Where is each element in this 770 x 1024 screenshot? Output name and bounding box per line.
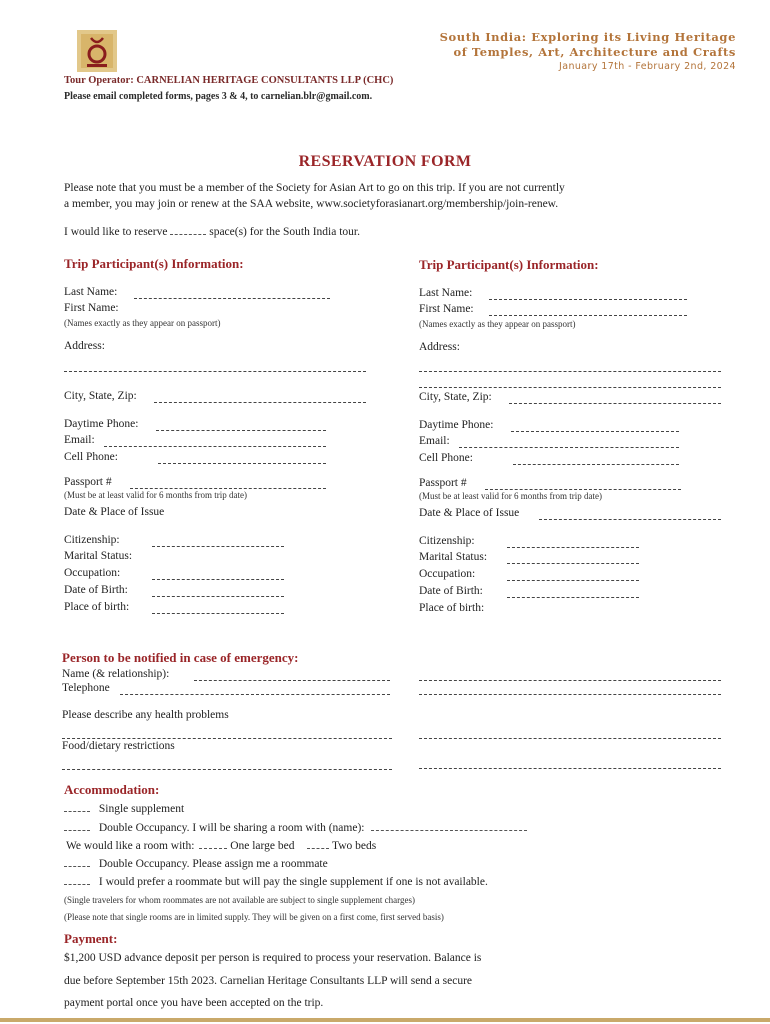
participant-heading: Trip Participant(s) Information:: [64, 256, 244, 271]
food-field-2[interactable]: [419, 768, 721, 769]
occupation-field-2[interactable]: [507, 580, 639, 581]
intro-line2: a member, you may join or renew at the SAA website, www.societyforasianart.org/membership/join-renew.: [64, 198, 559, 210]
daytime-phone-label-2: Daytime Phone:: [419, 419, 494, 431]
marital-label: Marital Status:: [64, 550, 133, 562]
passport-field[interactable]: [130, 488, 326, 489]
occupation-field[interactable]: [152, 579, 284, 580]
issue-field-2[interactable]: [539, 519, 721, 520]
emergency-field-2a[interactable]: [419, 680, 721, 681]
city-label: City, State, Zip:: [64, 390, 137, 402]
email-field-2[interactable]: [459, 447, 679, 448]
emergency-field-2b[interactable]: [419, 694, 721, 695]
daytime-phone-field-2[interactable]: [511, 431, 679, 432]
last-name-field-2[interactable]: [489, 299, 687, 300]
payment-line-3: payment portal once you have been accepted on the trip.: [64, 997, 324, 1009]
dob-label: Date of Birth:: [64, 584, 128, 596]
double-name-checkbox[interactable]: [64, 820, 90, 831]
pob-label: Place of birth:: [64, 601, 130, 613]
cell-phone-field-2[interactable]: [513, 464, 679, 465]
two-beds-label: Two beds: [332, 840, 377, 852]
trip-title-line2: of Temples, Art, Architecture and Crafts: [453, 45, 736, 59]
daytime-phone-field[interactable]: [156, 430, 326, 431]
reserve-spaces: [64, 224, 360, 238]
passport-note-2: (Must be at least valid for 6 months from trip date): [419, 491, 602, 501]
double-assign-row: [64, 856, 328, 870]
dob-label-2: Date of Birth:: [419, 585, 483, 597]
name-relationship-field[interactable]: [194, 680, 390, 681]
spaces-field[interactable]: [170, 224, 206, 235]
payment-line-1: $1,200 USD advance deposit per person is required to process your reservation. Balance is: [64, 952, 482, 964]
two-beds-checkbox[interactable]: [307, 838, 329, 849]
double-name-label: Double Occupancy. I will be sharing a room with (name):: [98, 822, 365, 834]
trip-dates: January 17th - February 2nd, 2024: [559, 61, 736, 72]
occupation-label: Occupation:: [64, 567, 121, 579]
tour-operator: Tour Operator: CARNELIAN HERITAGE CONSULTANTS LLP (CHC): [64, 75, 394, 86]
email-note: Please email completed forms, pages 3 & 4, to carnelian.blr@gmail.com.: [64, 91, 373, 102]
city-field[interactable]: [154, 402, 366, 403]
citizenship-field-2[interactable]: [507, 547, 639, 548]
email-field[interactable]: [104, 446, 326, 447]
dob-field[interactable]: [152, 596, 284, 597]
food-label: Food/dietary restrictions: [62, 740, 175, 752]
health-field-2[interactable]: [419, 738, 721, 739]
prefer-roommate-row: [64, 874, 488, 888]
carnelian-logo: [74, 28, 120, 74]
issue-label-2: Date & Place of Issue: [419, 507, 520, 519]
single-supplement-row: [64, 801, 184, 815]
first-name-label: First Name:: [64, 302, 119, 314]
pob-label-2: Place of birth:: [419, 602, 485, 614]
last-name-field[interactable]: [134, 298, 330, 299]
single-supplement-label: Single supplement: [98, 803, 185, 815]
address-label: Address:: [64, 340, 105, 352]
accommodation-note-2: (Please note that single rooms are in limited supply. They will be given on a first come, first served basis): [64, 912, 444, 922]
accommodation-note-1: (Single travelers for whom roommates are not available are subject to single supplement charges): [64, 895, 415, 905]
marital-field-2[interactable]: [507, 563, 639, 564]
accommodation-heading: Accommodation:: [64, 782, 160, 797]
prefer-roommate-label: I would prefer a roommate but will pay the single supplement if one is not available.: [98, 876, 488, 888]
last-name-label: Last Name:: [64, 286, 118, 298]
cell-phone-field[interactable]: [158, 463, 326, 464]
intro-line1: Please note that you must be a member of the Society for Asian Art to go on this trip. If you are not currently: [64, 182, 565, 194]
single-supplement-checkbox[interactable]: [64, 801, 90, 812]
room-with-row: [66, 838, 376, 852]
cell-phone-label: Cell Phone:: [64, 451, 118, 463]
address-field-2b[interactable]: [419, 387, 721, 388]
participant-heading-2: Trip Participant(s) Information:: [419, 257, 599, 272]
room-with-label: We would like a room with:: [66, 840, 195, 852]
double-name-row: [64, 820, 527, 834]
citizenship-field[interactable]: [152, 546, 284, 547]
double-assign-label: Double Occupancy. Please assign me a roommate: [98, 858, 328, 870]
reserve-suffix: space(s) for the South India tour.: [209, 226, 360, 238]
city-label-2: City, State, Zip:: [419, 391, 492, 403]
bottom-rule: [0, 1018, 770, 1022]
passport-note: (Must be at least valid for 6 months from trip date): [64, 490, 247, 500]
first-name-field-2[interactable]: [489, 315, 687, 316]
cell-phone-label-2: Cell Phone:: [419, 452, 473, 464]
telephone-label: Telephone: [62, 682, 110, 694]
form-title: RESERVATION FORM: [298, 153, 472, 170]
double-assign-checkbox[interactable]: [64, 856, 90, 867]
address-label-2: Address:: [419, 341, 460, 353]
passport-label-2: Passport #: [419, 477, 467, 489]
daytime-phone-label: Daytime Phone:: [64, 418, 139, 430]
occupation-label-2: Occupation:: [419, 568, 476, 580]
citizenship-label-2: Citizenship:: [419, 535, 475, 547]
one-large-bed-label: One large bed: [230, 840, 295, 852]
pob-field[interactable]: [152, 613, 284, 614]
names-note: (Names exactly as they appear on passport): [64, 318, 221, 328]
payment-line-2: due before September 15th 2023. Carnelian Heritage Consultants LLP will send a secure: [64, 975, 473, 987]
issue-label: Date & Place of Issue: [64, 506, 165, 518]
trip-title: [440, 30, 736, 60]
dob-field-2[interactable]: [507, 597, 639, 598]
roommate-name-field[interactable]: [371, 820, 527, 831]
city-field-2[interactable]: [509, 403, 721, 404]
names-note-2: (Names exactly as they appear on passport): [419, 319, 576, 329]
payment-heading: Payment:: [64, 931, 118, 946]
emergency-heading: Person to be notified in case of emergency:: [62, 650, 299, 665]
first-name-label-2: First Name:: [419, 303, 474, 315]
email-label: Email:: [64, 434, 95, 446]
passport-label: Passport #: [64, 476, 112, 488]
prefer-roommate-checkbox[interactable]: [64, 874, 90, 885]
trip-title-line1: South India: Exploring its Living Heritage: [439, 30, 736, 44]
reserve-prefix: I would like to reserve: [64, 226, 168, 238]
passport-field-2[interactable]: [485, 489, 681, 490]
citizenship-label: Citizenship:: [64, 534, 120, 546]
health-label: Please describe any health problems: [62, 709, 229, 721]
telephone-field[interactable]: [120, 694, 390, 695]
one-large-bed-checkbox[interactable]: [199, 838, 227, 849]
address-field[interactable]: [64, 371, 366, 372]
food-field[interactable]: [62, 769, 392, 770]
address-field-2a[interactable]: [419, 371, 721, 372]
last-name-label-2: Last Name:: [419, 287, 473, 299]
health-field[interactable]: [62, 738, 392, 739]
email-label-2: Email:: [419, 435, 450, 447]
name-relationship-label: Name (& relationship):: [62, 668, 170, 680]
marital-label-2: Marital Status:: [419, 551, 488, 563]
